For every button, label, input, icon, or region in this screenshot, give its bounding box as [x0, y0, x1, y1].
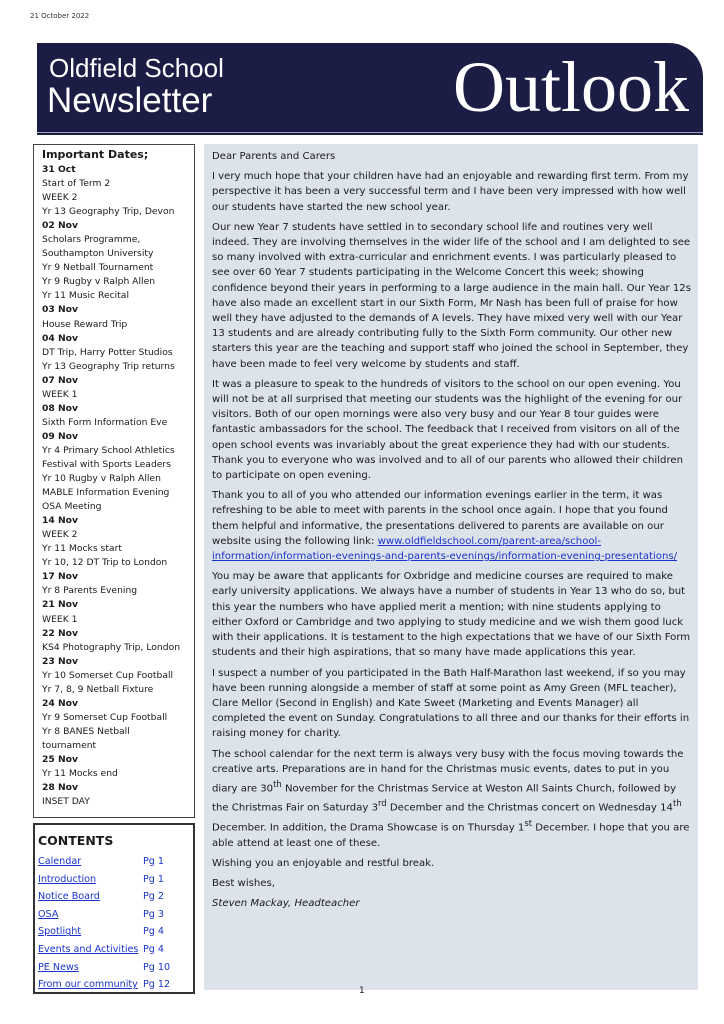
- important-dates-title: Important Dates;: [42, 148, 149, 161]
- p7-part-e: December. I hope that you are able attend at least one of these.: [212, 822, 690, 849]
- letter-paragraph-7: [212, 747, 692, 851]
- letter-paragraph-4-text: Thank you to all of you who attended our information evenings earlier in the term, it was refreshing to be able to meet with parents in the school once again. I hope that you found them helpful and informative, the presentations delivered to parents are available on our website using the following link:: [212, 490, 668, 547]
- page-number: 1: [359, 986, 365, 996]
- contents-page-number: Pg 1: [143, 856, 165, 867]
- masthead-newsletter-label: Newsletter: [47, 81, 213, 120]
- important-date: 02 Nov: [42, 220, 78, 232]
- contents-row: [38, 961, 193, 979]
- date-event-item: Yr 9 Netball Tournament: [42, 262, 154, 274]
- p7-sup-th: th: [273, 778, 282, 789]
- important-date: 25 Nov: [42, 753, 78, 765]
- masthead-banner: [37, 43, 703, 135]
- important-date: 07 Nov: [42, 374, 78, 386]
- date-event-item: Yr 8 BANES Netball: [42, 725, 130, 737]
- contents-page-number: Pg 4: [143, 943, 165, 955]
- contents-panel: [33, 823, 195, 994]
- newsletter-date: 21 October 2022: [30, 12, 90, 20]
- presentations-link[interactable]: www.oldfieldschool.com/parent-area/school-information/information-evenings-and-parents-evenings/information-evening-presentations/: [212, 535, 678, 563]
- important-date: 17 Nov: [42, 571, 78, 583]
- letter-paragraph-1: I very much hope that your children have had an enjoyable and rewarding first term. From my perspective it has been a very successful term and I have been very impressed with how well our students have started the new school year.: [212, 171, 689, 213]
- date-event-item: OSA Meeting: [42, 501, 102, 513]
- date-event-item: Festival with Sports Leaders: [42, 458, 171, 470]
- contents-row: [38, 890, 193, 908]
- important-date: 31 Oct: [42, 164, 76, 175]
- letter-signature: Steven Mackay, Headteacher: [212, 898, 360, 910]
- important-date: 23 Nov: [42, 655, 78, 667]
- contents-row: [38, 925, 193, 943]
- letter-paragraph-3: It was a pleasure to speak to the hundreds of visitors to the school on our open evening. You will not be at all surprised that meeting our students was the highlight of the evening for our visitors. Both of our open mornings were also very busy and our Year 8 tour guides were fantastic ambassadors for the school. The feedback that I received from visitors on all of the open school events was invariably about the great experience they had with our students. Thank you to everyone who was involved and to all of our parents who allowed their children to participate on open evening.: [212, 378, 683, 482]
- contents-page-number: Pg 2: [143, 891, 165, 903]
- date-event-item: House Reward Trip: [42, 318, 128, 330]
- p7-sup-th-2: th: [672, 798, 682, 809]
- date-event-item: Yr 7, 8, 9 Netball Fixture: [42, 683, 154, 695]
- contents-page-number: Pg 10: [143, 961, 171, 973]
- p7-sup-rd: rd: [378, 798, 387, 809]
- masthead-school-name: Oldfield School: [49, 53, 224, 83]
- contents-link[interactable]: Calendar: [38, 856, 82, 867]
- date-event-item: Yr 8 Parents Evening: [42, 585, 138, 597]
- contents-page-number: Pg 12: [143, 979, 171, 991]
- contents-link[interactable]: From our community: [38, 979, 138, 991]
- contents-link[interactable]: Spotlight: [38, 926, 82, 938]
- important-date: 21 Nov: [42, 599, 78, 611]
- letter-greeting: Dear Parents and Carers: [212, 151, 336, 162]
- contents-row: [38, 943, 193, 961]
- important-date: 08 Nov: [42, 402, 78, 414]
- important-date: 14 Nov: [42, 515, 78, 527]
- date-event-item: Yr 9 Somerset Cup Football: [42, 711, 168, 723]
- p7-sup-st: st: [524, 818, 533, 829]
- date-event-item: INSET DAY: [42, 796, 90, 808]
- contents-link[interactable]: Events and Activities: [38, 943, 139, 955]
- date-event-item: Yr 11 Music Recital: [42, 290, 129, 302]
- date-event-item: WEEK 2: [42, 529, 78, 541]
- contents-title: CONTENTS: [38, 833, 114, 848]
- date-event-item: KS4 Photography Trip, London: [42, 641, 181, 653]
- masthead-title: Outlook: [452, 47, 689, 127]
- contents-row: [38, 978, 193, 996]
- date-event-item: Scholars Programme,: [42, 234, 141, 246]
- date-event-item: Yr 13 Geography Trip, Devon: [42, 206, 175, 218]
- important-date: 22 Nov: [42, 627, 78, 639]
- p7-part-b: November for the Christmas Service at Weston All Saints Church, followed by the Christmas Fair on Saturday 3: [212, 783, 677, 814]
- letter-paragraph-5: You may be aware that applicants for Oxbridge and medicine courses are required to make early university applications. We always have a number of students in Year 13 who do so, but this year the numbers who have applied merit a mention; with nine students applying to either Oxford or Cambridge and two applying to study medicine and we wish them good luck with their applications. It is testament to the high expectations that we have of our Sixth Form students and their high aspirations, that so many have made applications this year.: [212, 571, 691, 659]
- p7-part-a: The school calendar for the next term is always very busy with the focus moving towards the creative arts. Preparations are in hand for the Christmas music events, dates to put in you diary are 30: [212, 748, 684, 795]
- headteacher-letter: [204, 144, 698, 990]
- contents-row: [38, 908, 193, 926]
- date-event-item: Sixth Form Information Eve: [42, 416, 168, 428]
- date-event-item: Yr 11 Mocks start: [42, 543, 122, 555]
- important-dates-panel: [33, 144, 195, 818]
- date-event-item: MABLE Information Evening: [42, 487, 170, 499]
- date-event-item: Yr 10, 12 DT Trip to London: [42, 557, 168, 569]
- date-event-item: Yr 10 Rugby v Ralph Allen: [42, 473, 161, 485]
- contents-page-number: Pg 4: [143, 926, 165, 938]
- date-event-item: tournament: [42, 739, 97, 751]
- important-dates-list: [42, 163, 194, 809]
- date-event-item: WEEK 1: [42, 613, 78, 625]
- date-event-item: Start of Term 2: [42, 178, 111, 190]
- contents-page-number: Pg 1: [143, 873, 165, 885]
- date-event-item: Yr 10 Somerset Cup Football: [42, 669, 174, 681]
- letter-paragraph-4: [212, 488, 692, 564]
- important-date: 28 Nov: [42, 782, 78, 794]
- date-event-item: WEEK 2: [42, 192, 78, 204]
- important-date: 09 Nov: [42, 430, 78, 442]
- masthead-divider: [37, 132, 703, 133]
- contents-page-number: Pg 3: [143, 908, 165, 920]
- p7-part-d: December. In addition, the Drama Showcase is on Thursday 1: [212, 822, 525, 834]
- contents-link[interactable]: Introduction: [38, 873, 97, 885]
- date-event-item: WEEK 1: [42, 388, 78, 400]
- date-event-item: Yr 4 Primary School Athletics: [42, 444, 175, 456]
- contents-link[interactable]: PE News: [38, 961, 79, 973]
- contents-row: [38, 855, 193, 873]
- important-date: 24 Nov: [42, 697, 78, 709]
- important-date: 03 Nov: [42, 304, 78, 316]
- contents-list: [38, 855, 193, 996]
- date-event-item: Yr 13 Geography Trip returns: [42, 360, 175, 372]
- important-date: 04 Nov: [42, 332, 78, 344]
- date-event-item: DT Trip, Harry Potter Studios: [42, 346, 173, 358]
- letter-paragraph-6: I suspect a number of you participated in the Bath Half-Marathon last weekend, if so you may have been running alongside a member of staff at some point as Amy Green (MFL teacher), Clare Mellor (Second in English) and Kate Sweet (Marketing and Events Manager) all completed the event on Sunday. Congratulations to all three and our thanks for their efforts in raising money for charity.: [212, 667, 690, 740]
- letter-paragraph-2: Our new Year 7 students have settled in to secondary school life and routines very well indeed. They are involving themselves in the wider life of the school and I am delighted to see so many involved with extra-curricular and enrichment events. I was particularly pleased to see over 60 Year 7 students participating in the Welcome Concert this week; showing confidence beyond their years in performing to a large audience in the main hall. Our Year 12s have also made an excellent start in our Sixth Form, Mr Nash has been full of praise for how well they have adjusted to the demands of A levels. They have mixed very well with our Year 13 students and are already contributing fully to the Sixth Form community. Our other new starters this year are the teaching and support staff who joined the school in September, they have been made to feel very welcome by students and staff.: [212, 221, 691, 370]
- letter-closing: Best wishes,: [212, 878, 275, 890]
- p7-part-c: December and the Christmas concert on Wednesday 14: [386, 802, 673, 814]
- contents-row: [38, 873, 193, 891]
- date-event-item: Yr 9 Rugby v Ralph Allen: [42, 276, 156, 288]
- letter-paragraph-8: Wishing you an enjoyable and restful break.: [212, 857, 435, 869]
- contents-link[interactable]: OSA: [38, 908, 59, 920]
- date-event-item: Southampton University: [42, 248, 154, 260]
- contents-link[interactable]: Notice Board: [38, 891, 100, 903]
- date-event-item: Yr 11 Mocks end: [42, 768, 118, 780]
